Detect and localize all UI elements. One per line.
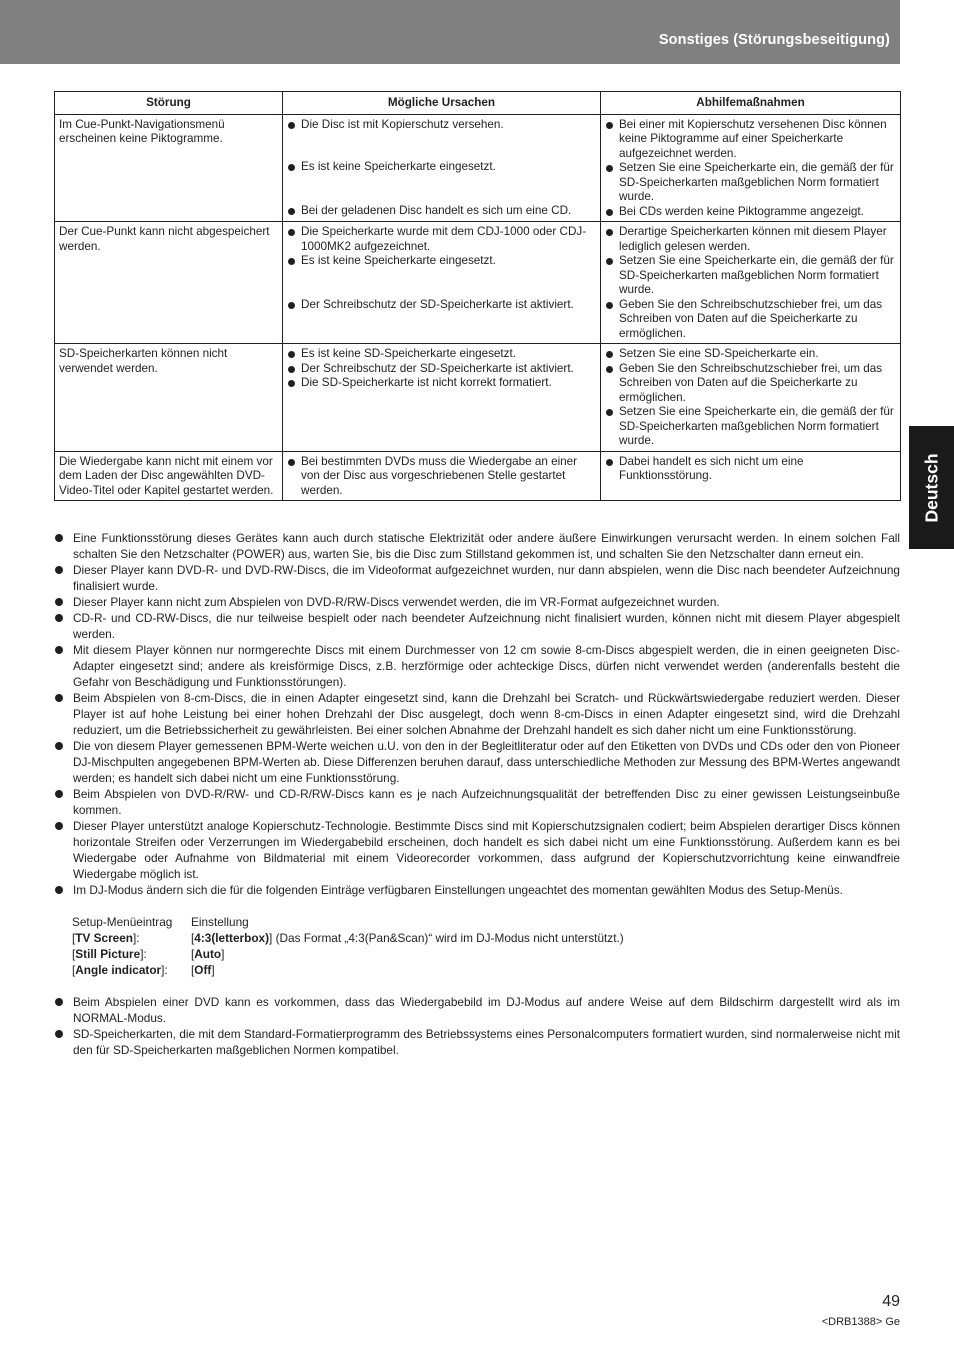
- settings-value: [Off]: [191, 963, 215, 977]
- table-row: [55, 451, 901, 501]
- note-item: Dieser Player kann DVD-R- und DVD-RW-Discs, die im Videoformat aufgezeichnet wurden, nur dann abspielen, wenn die Disc nach beendeter Aufzeichnung finalisiert wurde.: [54, 562, 900, 594]
- settings-item: [TV Screen]:: [72, 931, 140, 945]
- column-header-causes: Mögliche Ursachen: [283, 92, 601, 115]
- bullet-icon: [606, 409, 613, 416]
- cause-item: Die Speicherkarte wurde mit dem CDJ-1000 oder CDJ-1000MK2 aufgezeichnet.: [287, 225, 596, 254]
- settings-value-note: (Das Format „4:3(Pan&Scan)“ wird im DJ-Modus nicht unterstützt.): [272, 931, 624, 945]
- table-row: [55, 344, 901, 452]
- bullet-icon: [606, 165, 613, 172]
- settings-row: [72, 930, 900, 946]
- cause-item: Der Schreibschutz der SD-Speicherkarte ist aktiviert.: [287, 298, 596, 313]
- remedy-item: Derartige Speicherkarten können mit diesem Player lediglich gelesen werden.: [605, 225, 896, 254]
- bullet-icon: [55, 1030, 63, 1038]
- bullet-icon: [288, 229, 295, 236]
- bullet-icon: [288, 258, 295, 265]
- bullet-icon: [606, 459, 613, 466]
- causes-cell: [283, 114, 601, 222]
- causes-cell: [283, 222, 601, 344]
- bullet-icon: [55, 886, 63, 894]
- note-item: Beim Abspielen von 8-cm-Discs, die in einen Adapter eingesetzt sind, kann die Drehzahl bei Scratch- und Rückwärtswiedergabe reduziert werden. Dieser Player ist auf hohe Leistung bei einer hohen Drehzahl der Disc ausgelegt, doch wenn 8-cm-Discs in einen Adapter eingesetzt sind, wird die Drehzahl reduziert, um die Betriebssicherheit zu gewährleisten. Bei einer solchen Abnahme der Drehzahl handelt es sich daher nicht um eine Funktionsstörung.: [54, 690, 900, 738]
- bullet-icon: [606, 366, 613, 373]
- remedy-item: Dabei handelt es sich nicht um eine Funktionsstörung.: [605, 455, 896, 484]
- problem-text: Im Cue-Punkt-Navigationsmenü erscheinen keine Piktogramme.: [59, 117, 225, 145]
- settings-header-value: Einstellung: [191, 915, 249, 929]
- troubleshooting-table: [54, 91, 901, 501]
- remedies-cell: [601, 344, 901, 452]
- notes-list: [54, 530, 900, 1058]
- cause-item: Es ist keine Speicherkarte eingesetzt.: [287, 160, 596, 175]
- column-header-remedies: Abhilfemaßnahmen: [601, 92, 901, 115]
- dj-mode-settings-table: [72, 914, 900, 978]
- settings-header-row: [72, 914, 900, 930]
- note-item: Im DJ-Modus ändern sich die für die folgenden Einträge verfügbaren Einstellungen ungeachtet des momentan gewählten Modus des Setup-Menüs.: [54, 882, 900, 898]
- note-item: Beim Abspielen einer DVD kann es vorkommen, dass das Wiedergabebild im DJ-Modus auf andere Weise auf dem Bildschirm dargestellt wird als im NORMAL-Modus.: [54, 994, 900, 1026]
- remedy-item: Setzen Sie eine Speicherkarte ein, die gemäß der für SD-Speicherkarten maßgeblichen Norm formatiert wurde.: [605, 254, 896, 298]
- cause-item: Es ist keine Speicherkarte eingesetzt.: [287, 254, 596, 269]
- bullet-icon: [288, 208, 295, 215]
- remedy-item: Setzen Sie eine Speicherkarte ein, die gemäß der für SD-Speicherkarten maßgeblichen Norm formatiert wurde.: [605, 405, 896, 449]
- bullet-icon: [606, 122, 613, 129]
- bullet-icon: [288, 459, 295, 466]
- document-code: <DRB1388> Ge: [821, 1316, 900, 1328]
- bullet-icon: [606, 351, 613, 358]
- settings-row: [72, 946, 900, 962]
- table-row: [55, 114, 901, 222]
- language-tab-label: Deutsch: [921, 452, 941, 523]
- settings-item: [Still Picture]:: [72, 947, 147, 961]
- bullet-icon: [288, 351, 295, 358]
- note-item: SD-Speicherkarten, die mit dem Standard-Formatierprogramm des Betriebssystems eines Personalcomputers formatiert wurden, sind normalerweise nicht mit den für SD-Speicherkarten maßgeblichen Normen kompatibel.: [54, 1026, 900, 1058]
- note-item: Dieser Player unterstützt analoge Kopierschutz-Technologie. Bestimmte Discs sind mit Kopierschutzsignalen codiert; beim Abspielen derartiger Discs können horizontale Streifen oder Verzerrungen im Wiedergabebild erscheinen, doch handelt es sich dabei nicht um eine Funktionsstörung. Außerdem kann es bei Wiedergabe oder Aufnahme von Bildmaterial mit einem Videorecorder vorkommen, dass aufgrund der Kopierschutzvorrichtung keine einwandfreie Wiedergabe möglich ist.: [54, 818, 900, 882]
- cause-item: Es ist keine SD-Speicherkarte eingesetzt.: [287, 347, 596, 362]
- note-item: Eine Funktionsstörung dieses Gerätes kann auch durch statische Elektrizität oder andere äußere Einwirkungen verursacht werden. In einem solchen Fall schalten Sie den Netzschalter (POWER) aus, warten Sie, bis die Disc zum Stillstand gekommen ist, und schalten Sie den Netzschalter dann erneut ein.: [54, 530, 900, 562]
- bullet-icon: [606, 229, 613, 236]
- settings-item-name: Angle indicator: [75, 963, 162, 977]
- settings-item-name: TV Screen: [75, 931, 133, 945]
- settings-value: [Auto]: [191, 947, 225, 961]
- remedy-item: Bei einer mit Kopierschutz versehenen Disc können keine Piktogramme auf einer Speicherkarte aufgezeichnet werden.: [605, 118, 896, 162]
- remedies-cell: [601, 451, 901, 501]
- problem-text: Die Wiedergabe kann nicht mit einem vor dem Laden der Disc angewählten DVD-Video-Titel oder Kapitel gestartet werden.: [59, 454, 274, 497]
- table-header-row: [55, 92, 901, 115]
- remedy-item: Geben Sie den Schreibschutzschieber frei, um das Schreiben von Daten auf die Speicherkarte zu ermöglichen.: [605, 298, 896, 342]
- remedy-item: Bei CDs werden keine Piktogramme angezeigt.: [605, 205, 896, 220]
- header-bar: [0, 0, 900, 64]
- page-section-title: Sonstiges (Störungsbeseitigung): [658, 32, 890, 48]
- note-item: Beim Abspielen von DVD-R/RW- und CD-R/RW-Discs kann es je nach Aufzeichnungsqualität der betreffenden Disc zu einer gewissen Leistungseinbuße kommen.: [54, 786, 900, 818]
- column-header-problem: Störung: [55, 92, 283, 115]
- problem-text: Der Cue-Punkt kann nicht abgespeichert werden.: [59, 225, 270, 253]
- bullet-icon: [55, 566, 63, 574]
- table-row: [55, 222, 901, 344]
- bullet-icon: [288, 164, 295, 171]
- bullet-icon: [55, 534, 63, 542]
- bullet-icon: [288, 302, 295, 309]
- causes-cell: [283, 344, 601, 452]
- bullet-icon: [288, 122, 295, 129]
- page-number: 49: [882, 1293, 900, 1310]
- remedy-item: Setzen Sie eine Speicherkarte ein, die gemäß der für SD-Speicherkarten maßgeblichen Norm formatiert wurde.: [605, 161, 896, 205]
- remedies-cell: [601, 222, 901, 344]
- problem-cell: [55, 222, 283, 344]
- note-item: Mit diesem Player können nur normgerechte Discs mit einem Durchmesser von 12 cm sowie 8-cm-Discs abgespielt werden, die in einen geeigneten Disc-Adapter eingesetzt sind; andere als kreisförmige Discs, z.B. herzförmige oder achteckige Discs, dürfen nicht verwendet werden (anderenfalls besteht die Gefahr von Beschädigung und Funktionsstörungen).: [54, 642, 900, 690]
- cause-item: Bei der geladenen Disc handelt es sich um eine CD.: [287, 204, 596, 219]
- bullet-icon: [55, 790, 63, 798]
- bullet-icon: [55, 614, 63, 622]
- settings-item-name: Still Picture: [75, 947, 141, 961]
- bullet-icon: [55, 822, 63, 830]
- bullet-icon: [55, 998, 63, 1006]
- cause-item: Bei bestimmten DVDs muss die Wiedergabe an einer von der Disc aus vorgeschriebenen Stelle gestartet werden.: [287, 455, 596, 499]
- cause-item: Die SD-Speicherkarte ist nicht korrekt formatiert.: [287, 376, 596, 391]
- bullet-icon: [55, 646, 63, 654]
- bullet-icon: [288, 366, 295, 373]
- remedy-item: Geben Sie den Schreibschutzschieber frei, um das Schreiben von Daten auf die Speicherkarte zu ermöglichen.: [605, 362, 896, 406]
- bullet-icon: [55, 598, 63, 606]
- causes-cell: [283, 451, 601, 501]
- cause-item: Der Schreibschutz der SD-Speicherkarte ist aktiviert.: [287, 362, 596, 377]
- bullet-icon: [606, 258, 613, 265]
- note-item: Die von diesem Player gemessenen BPM-Werte weichen u.U. von den in der Begleitliteratur oder auf den Etiketten von DVDs und CDs oder den von Pioneer DJ-Mischpulten angegebenen BPM-Werten ab. Diese Differenzen beruhen darauf, dass unterschiedliche Methoden zur Messung des BPM-Wertes angewandt werden; es handelt sich dabei nicht um eine Funktionsstörung.: [54, 738, 900, 786]
- settings-row: [72, 962, 900, 978]
- problem-cell: [55, 344, 283, 452]
- bullet-icon: [606, 302, 613, 309]
- settings-item: [Angle indicator]:: [72, 963, 168, 977]
- note-item: Dieser Player kann nicht zum Abspielen von DVD-R/RW-Discs verwendet werden, die im VR-Format aufgezeichnet wurden.: [54, 594, 900, 610]
- settings-value: [4:3(letterbox)] (Das Format „4:3(Pan&Scan)“ wird im DJ-Modus nicht unterstützt.): [191, 931, 624, 945]
- bullet-icon: [288, 380, 295, 387]
- settings-value-name: Auto: [194, 947, 222, 961]
- remedy-item: Setzen Sie eine SD-Speicherkarte ein.: [605, 347, 896, 362]
- remedies-cell: [601, 114, 901, 222]
- bullet-icon: [55, 742, 63, 750]
- problem-cell: [55, 114, 283, 222]
- note-item: CD-R- und CD-RW-Discs, die nur teilweise bespielt oder nach beendeter Aufzeichnung nicht finalisiert wurden, können nicht mit diesem Player abgespielt werden.: [54, 610, 900, 642]
- problem-text: SD-Speicherkarten können nicht verwendet werden.: [59, 347, 228, 375]
- settings-header-item: Setup-Menüeintrag: [72, 915, 173, 929]
- cause-item: Die Disc ist mit Kopierschutz versehen.: [287, 118, 596, 133]
- problem-cell: [55, 451, 283, 501]
- bullet-icon: [606, 209, 613, 216]
- settings-value-name: 4:3(letterbox): [194, 931, 270, 945]
- bullet-icon: [55, 694, 63, 702]
- language-side-tab: [909, 426, 954, 549]
- settings-value-name: Off: [194, 963, 212, 977]
